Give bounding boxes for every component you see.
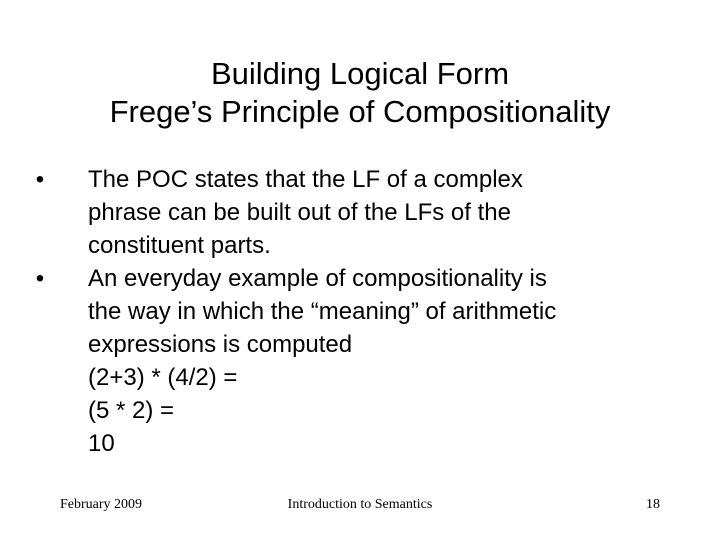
- bullet-line: constituent parts.: [88, 232, 271, 259]
- bullet-text: [88, 163, 680, 262]
- bullet-marker: •: [35, 166, 45, 193]
- bullet-list: [30, 163, 680, 460]
- bullet-line: The POC states that the LF of a complex: [88, 166, 523, 193]
- arithmetic-line: (5 * 2) =: [88, 397, 175, 424]
- slide-title-line-1: Building Logical Form: [210, 56, 510, 91]
- arithmetic-line: 10: [88, 430, 115, 457]
- bullet-line: the way in which the “meaning” of arithmetic: [88, 298, 557, 325]
- footer-date: February 2009: [60, 497, 143, 512]
- bullet-text: [88, 262, 680, 460]
- slide-title: [0, 55, 720, 131]
- bullet-line: expressions is computed: [88, 331, 353, 358]
- slide-title-line-2: Frege’s Principle of Compositionality: [109, 94, 611, 129]
- bullet-item: [30, 262, 680, 460]
- bullet-item: [30, 163, 680, 262]
- bullet-line: An everyday example of compositionality is: [88, 265, 547, 292]
- arithmetic-line: (2+3) * (4/2) =: [88, 364, 238, 391]
- bullet-line: phrase can be built out of the LFs of the: [88, 199, 511, 226]
- footer-page-number: 18: [646, 497, 660, 512]
- footer-course-title: Introduction to Semantics: [287, 497, 433, 512]
- bullet-marker: •: [35, 265, 45, 292]
